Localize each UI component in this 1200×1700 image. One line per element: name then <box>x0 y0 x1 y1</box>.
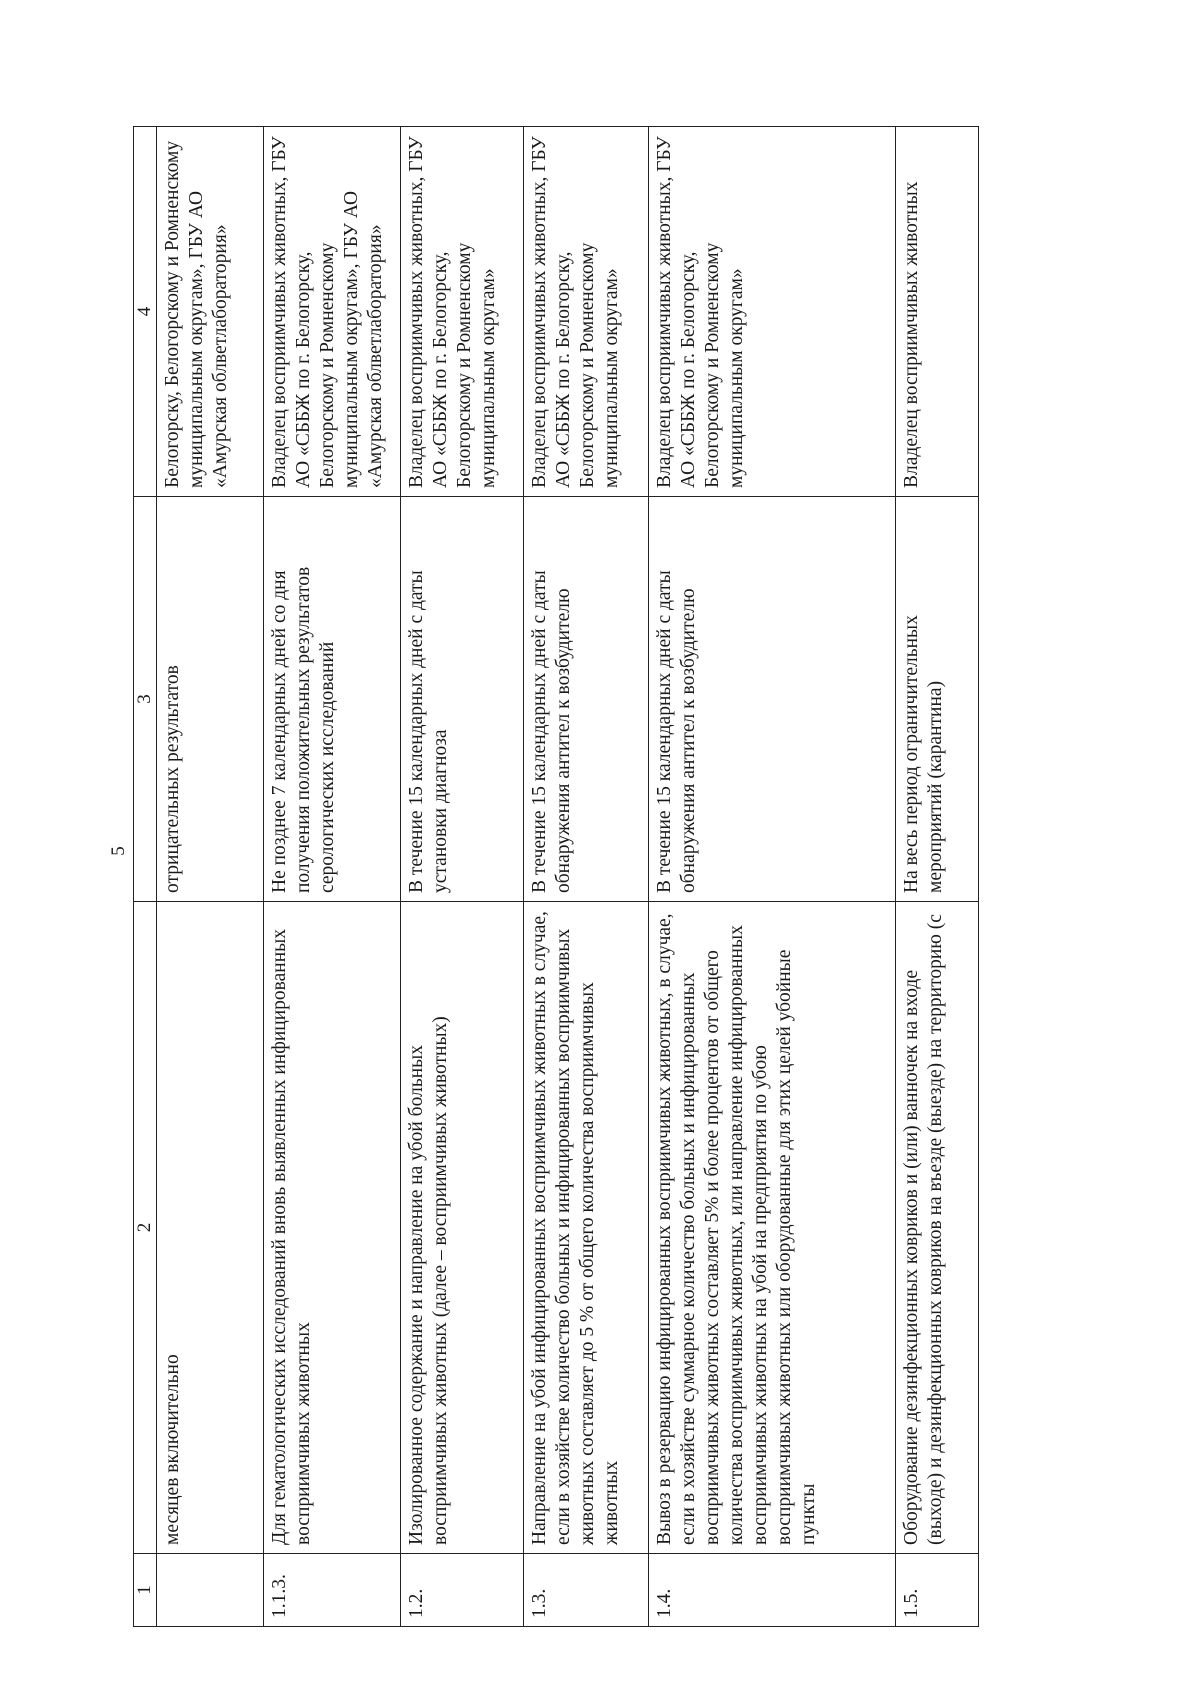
row-number: 1.5. <box>896 1554 979 1627</box>
row-deadline: Не позднее 7 календарных дней со дня получения положительных результатов серологических исследований <box>264 497 401 902</box>
row-responsible: Владелец восприимчивых животных, ГБУ АО «СББЖ по г. Белогорску, Белогорскому и Ромненскому муниципальным округам» <box>524 127 649 497</box>
row-deadline: В течение 15 календарных дней с даты обнаружения антител к возбудителю <box>649 497 896 902</box>
row-measure: Для гематологических исследований вновь выявленных инфицированных восприимчивых животных <box>264 902 401 1554</box>
header-cell-2: 2 <box>134 902 157 1554</box>
row-number: 1.3. <box>524 1554 649 1627</box>
header-cell-3: 3 <box>134 497 157 902</box>
row-deadline: На весь период ограничительных мероприятий (карантина) <box>896 497 979 902</box>
table-row <box>896 127 979 1627</box>
row-deadline: В течение 15 календарных дней с даты обнаружения антител к возбудителю <box>524 497 649 902</box>
row-measure: месяцев включительно <box>157 902 264 1554</box>
measures-table <box>133 126 979 1627</box>
table-row <box>524 127 649 1627</box>
row-responsible: Владелец восприимчивых животных, ГБУ АО «СББЖ по г. Белогорску, Белогорскому и Ромненскому муниципальным округам», ГБУ АО «Амурская облветлаборатория» <box>264 127 401 497</box>
row-number: 1.4. <box>649 1554 896 1627</box>
row-responsible: Владелец восприимчивых животных <box>896 127 979 497</box>
table-row <box>264 127 401 1627</box>
header-cell-4: 4 <box>134 127 157 497</box>
row-measure: Вывоз в резервацию инфицированных восприимчивых животных, в случае, если в хозяйстве суммарное количество больных и инфицированных восприимчивых животных составляет 5% и более процентов от общего количества восприимчивых животных, или направление инфицированных восприимчивых животных на убой на предприятия по убою восприимчивых животных или оборудованные для этих целей убойные пункты <box>649 902 896 1554</box>
row-responsible: Белогорску, Белогорскому и Ромненскому муниципальным округам», ГБУ АО «Амурская облветлаборатория» <box>157 127 264 497</box>
table-row <box>157 127 264 1627</box>
table-header-row <box>134 127 157 1627</box>
row-measure: Изолированное содержание и направление на убой больных восприимчивых животных (далее – восприимчивых животных) <box>401 902 524 1554</box>
header-cell-1: 1 <box>134 1554 157 1627</box>
row-responsible: Владелец восприимчивых животных, ГБУ АО «СББЖ по г. Белогорску, Белогорскому и Ромненскому муниципальным округам» <box>649 127 896 497</box>
row-measure: Оборудование дезинфекционных ковриков и (или) ванночек на входе (выходе) и дезинфекционных ковриков на въезде (выезде) на территорию (с <box>896 902 979 1554</box>
rotated-table-container <box>133 127 1033 1627</box>
row-number: 1.1.3. <box>264 1554 401 1627</box>
row-measure: Направление на убой инфицированных восприимчивых животных в случае, если в хозяйстве количество больных и инфицированных восприимчивых животных составляет до 5 % от общего количества восприимчивых животных <box>524 902 649 1554</box>
page-number: 5 <box>108 846 129 856</box>
row-number: 1.2. <box>401 1554 524 1627</box>
table-row <box>649 127 896 1627</box>
row-number <box>157 1554 264 1627</box>
table-row <box>401 127 524 1627</box>
row-deadline: В течение 15 календарных дней с даты установки диагноза <box>401 497 524 902</box>
row-deadline: отрицательных результатов <box>157 497 264 902</box>
row-responsible: Владелец восприимчивых животных, ГБУ АО «СББЖ по г. Белогорску, Белогорскому и Ромненскому муниципальным округам» <box>401 127 524 497</box>
